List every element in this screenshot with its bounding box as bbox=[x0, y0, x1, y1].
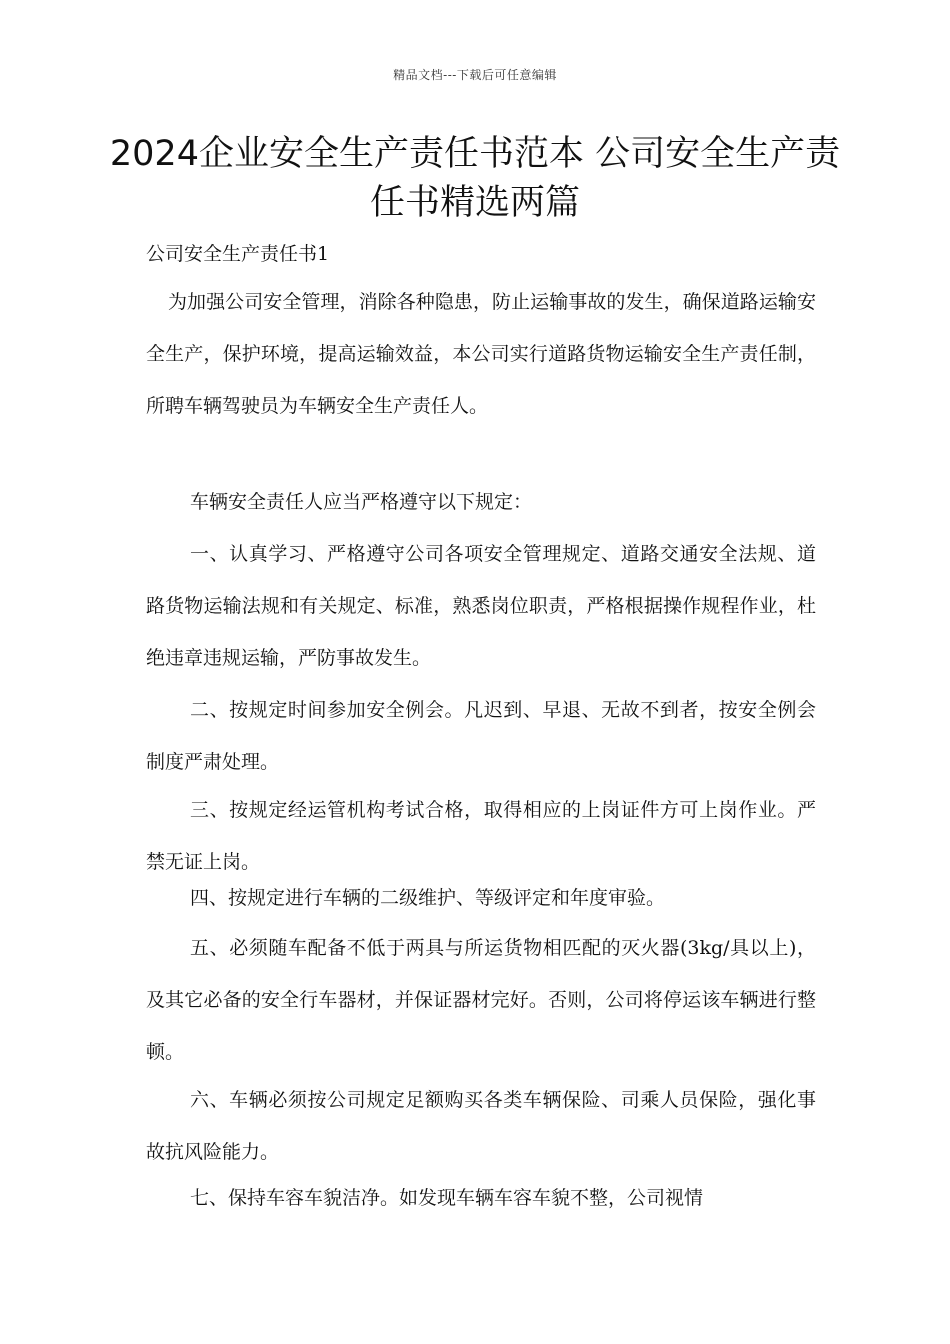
rule-item-5: 五、必须随车配备不低于两具与所运货物相匹配的灭火器(3kg/具以上)，及其它必备的安全行车器材，并保证器材完好。否则，公司将停运该车辆进行整顿。 bbox=[146, 937, 816, 1063]
section-subtitle: 公司安全生产责任书1 bbox=[146, 243, 330, 265]
rules-heading: 车辆安全责任人应当严格遵守以下规定： bbox=[190, 491, 533, 513]
document-title: 2024企业安全生产责任书范本 公司安全生产责任书精选两篇 bbox=[109, 134, 841, 223]
rule-item-7: 七、保持车容车貌洁净。如发现车辆车容车貌不整，公司视情 bbox=[190, 1187, 704, 1209]
header-note: 精品文档---下载后可任意编辑 bbox=[393, 68, 557, 82]
rule-item-1: 一、认真学习、严格遵守公司各项安全管理规定、道路交通安全法规、道路货物运输法规和有关规定、标准，熟悉岗位职责，严格根据操作规程作业，杜绝违章违规运输，严防事故发生。 bbox=[146, 543, 816, 669]
rule-item-6: 六、车辆必须按公司规定足额购买各类车辆保险、司乘人员保险，强化事故抗风险能力。 bbox=[146, 1089, 816, 1163]
rule-item-2: 二、按规定时间参加安全例会。凡迟到、早退、无故不到者，按安全例会制度严肃处理。 bbox=[146, 699, 816, 773]
rule-item-4: 四、按规定进行车辆的二级维护、等级评定和年度审验。 bbox=[190, 887, 666, 909]
rule-item-3: 三、按规定经运管机构考试合格，取得相应的上岗证件方可上岗作业。严禁无证上岗。 bbox=[146, 799, 816, 873]
intro-paragraph: 为加强公司安全管理，消除各种隐患，防止运输事故的发生，确保道路运输安全生产，保护环境，提高运输效益，本公司实行道路货物运输安全生产责任制，所聘车辆驾驶员为车辆安全生产责任人。 bbox=[146, 291, 816, 417]
